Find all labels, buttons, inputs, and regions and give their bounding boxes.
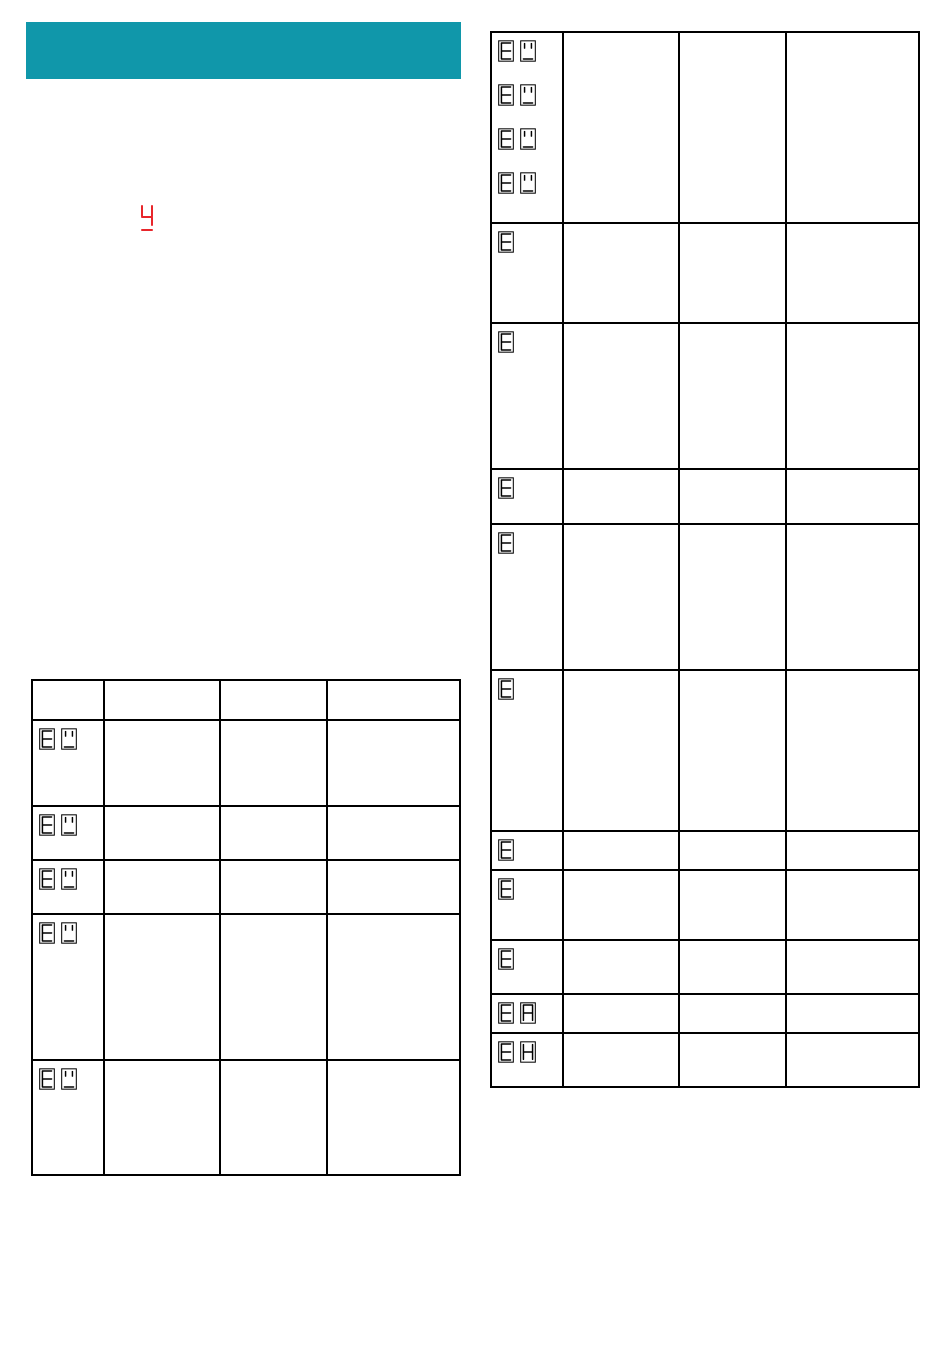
error-remedy-cell	[327, 914, 460, 1060]
error-cause-cell	[679, 870, 786, 940]
error-cause-cell	[679, 1033, 786, 1087]
seven-segment-h-icon	[520, 1041, 536, 1063]
error-cause-cell	[679, 670, 786, 831]
seven-segment-e-icon	[498, 839, 514, 861]
table-row	[491, 32, 919, 223]
error-cause-cell	[679, 323, 786, 469]
error-description-cell	[563, 1033, 679, 1087]
error-description-cell	[563, 940, 679, 994]
error-description-cell	[563, 469, 679, 524]
error-remedy-cell	[327, 680, 460, 720]
seven-segment-1-icon	[61, 814, 77, 836]
error-cause-cell	[220, 914, 327, 1060]
error-description-cell	[104, 860, 220, 914]
table-row	[491, 831, 919, 870]
table-row	[491, 524, 919, 670]
error-cause-cell	[679, 940, 786, 994]
seven-segment-a-icon	[520, 1002, 536, 1024]
table-row	[491, 1033, 919, 1087]
error-code	[498, 128, 562, 150]
error-code	[39, 814, 103, 836]
error-description-cell	[563, 994, 679, 1033]
error-remedy-cell	[786, 469, 919, 524]
seven-segment-1-icon	[61, 868, 77, 890]
seven-segment-e-icon	[39, 922, 55, 944]
table-row	[491, 994, 919, 1033]
error-code-cell	[491, 831, 563, 870]
error-code	[498, 84, 562, 106]
error-code-cell	[491, 323, 563, 469]
table-row	[32, 1060, 460, 1175]
seven-segment-1-icon	[520, 172, 536, 194]
error-code	[498, 231, 562, 253]
seven-segment-e-icon	[39, 728, 55, 750]
error-code-cell	[491, 870, 563, 940]
error-cause-cell	[679, 994, 786, 1033]
error-code-cell	[491, 1033, 563, 1087]
error-code	[498, 1002, 562, 1024]
error-code	[498, 839, 562, 861]
seven-segment-e-icon	[498, 878, 514, 900]
error-code-table-left	[31, 679, 461, 1176]
table-row	[491, 323, 919, 469]
error-remedy-cell	[327, 720, 460, 806]
error-remedy-cell	[786, 32, 919, 223]
seven-segment-e-icon	[498, 231, 514, 253]
seven-segment-e-icon	[498, 84, 514, 106]
seven-segment-1-icon	[61, 1068, 77, 1090]
error-code	[498, 878, 562, 900]
table-row	[32, 680, 460, 720]
error-remedy-cell	[786, 223, 919, 323]
seven-segment-e-icon	[498, 172, 514, 194]
error-code-cell	[32, 806, 104, 860]
seven-segment-e-icon	[39, 814, 55, 836]
table-row	[491, 670, 919, 831]
error-remedy-cell	[786, 831, 919, 870]
error-cause-cell	[679, 32, 786, 223]
red-digit-indicator-icon	[139, 204, 155, 232]
error-remedy-cell	[786, 1033, 919, 1087]
error-code-cell	[491, 524, 563, 670]
error-code-cell	[491, 670, 563, 831]
error-code-cell	[32, 720, 104, 806]
error-cause-cell	[220, 720, 327, 806]
error-cause-cell	[220, 806, 327, 860]
error-remedy-cell	[327, 806, 460, 860]
error-code	[498, 1041, 562, 1063]
table-row	[32, 806, 460, 860]
error-code	[498, 477, 562, 499]
error-description-cell	[563, 670, 679, 831]
error-description-cell	[563, 223, 679, 323]
error-description-cell	[563, 32, 679, 223]
error-description-cell	[104, 680, 220, 720]
error-cause-cell	[220, 860, 327, 914]
error-cause-cell	[220, 680, 327, 720]
error-code	[39, 728, 103, 750]
error-code-cell	[32, 1060, 104, 1175]
table-row	[491, 223, 919, 323]
seven-segment-1-icon	[520, 84, 536, 106]
error-code-cell	[491, 994, 563, 1033]
error-cause-cell	[220, 1060, 327, 1175]
error-remedy-cell	[327, 1060, 460, 1175]
seven-segment-e-icon	[498, 331, 514, 353]
error-code-cell	[491, 223, 563, 323]
seven-segment-e-icon	[498, 477, 514, 499]
error-cause-cell	[679, 524, 786, 670]
table-row	[32, 860, 460, 914]
error-remedy-cell	[786, 870, 919, 940]
seven-segment-e-icon	[39, 868, 55, 890]
table-row	[32, 914, 460, 1060]
error-code-cell	[491, 940, 563, 994]
error-description-cell	[104, 720, 220, 806]
error-description-cell	[563, 870, 679, 940]
error-code	[498, 948, 562, 970]
table-row	[491, 870, 919, 940]
seven-segment-e-icon	[498, 1041, 514, 1063]
seven-segment-1-icon	[520, 128, 536, 150]
table-row	[32, 720, 460, 806]
error-code-cell	[32, 914, 104, 1060]
seven-segment-e-icon	[498, 678, 514, 700]
seven-segment-1-icon	[61, 728, 77, 750]
seven-segment-1-icon	[520, 40, 536, 62]
seven-segment-1-icon	[61, 922, 77, 944]
error-description-cell	[104, 1060, 220, 1175]
seven-segment-e-icon	[498, 128, 514, 150]
error-code	[498, 40, 562, 62]
seven-segment-e-icon	[498, 40, 514, 62]
error-code-cell	[491, 32, 563, 223]
error-cause-cell	[679, 469, 786, 524]
section-header-bar	[26, 22, 461, 79]
error-remedy-cell	[786, 940, 919, 994]
error-code	[498, 331, 562, 353]
error-description-cell	[104, 806, 220, 860]
error-code-cell	[32, 680, 104, 720]
error-description-cell	[563, 524, 679, 670]
error-code-cell	[32, 860, 104, 914]
error-cause-cell	[679, 223, 786, 323]
error-code-cell	[491, 469, 563, 524]
error-remedy-cell	[786, 670, 919, 831]
seven-segment-e-icon	[498, 532, 514, 554]
error-code	[39, 868, 103, 890]
table-row	[491, 940, 919, 994]
error-remedy-cell	[786, 524, 919, 670]
error-code-table-right	[490, 31, 920, 1088]
error-code	[498, 532, 562, 554]
error-code	[498, 678, 562, 700]
error-remedy-cell	[786, 994, 919, 1033]
seven-segment-e-icon	[39, 1068, 55, 1090]
error-code	[39, 1068, 103, 1090]
error-code	[39, 922, 103, 944]
error-cause-cell	[679, 831, 786, 870]
seven-segment-e-icon	[498, 948, 514, 970]
error-description-cell	[563, 831, 679, 870]
error-remedy-cell	[327, 860, 460, 914]
error-code	[498, 172, 562, 194]
error-description-cell	[563, 323, 679, 469]
error-remedy-cell	[786, 323, 919, 469]
table-row	[491, 469, 919, 524]
error-description-cell	[104, 914, 220, 1060]
seven-segment-e-icon	[498, 1002, 514, 1024]
